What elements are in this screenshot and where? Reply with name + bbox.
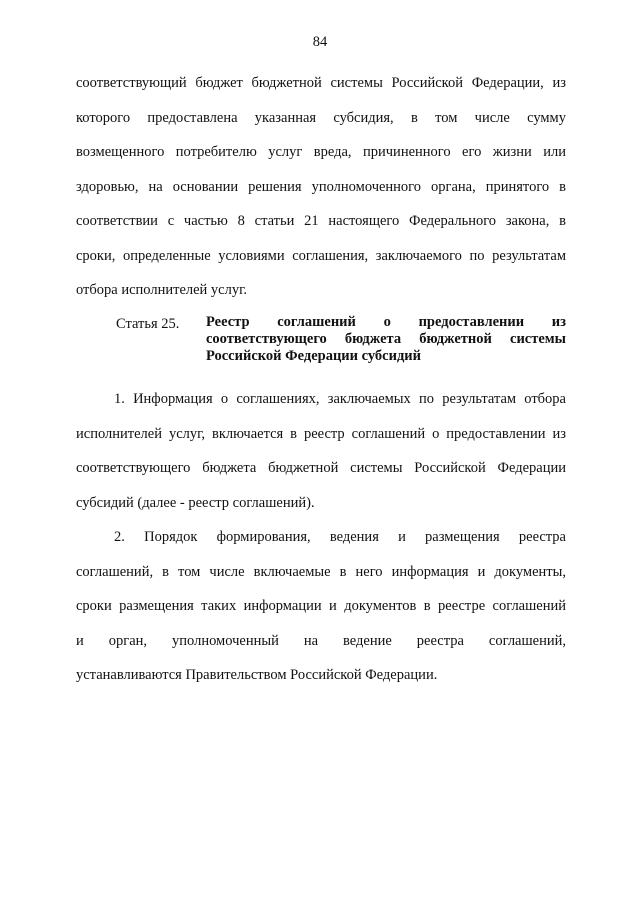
article-title-line: Реестр соглашений о предоставлении из <box>206 314 566 330</box>
paragraph-1 <box>76 382 566 520</box>
text-line: 1. Информация о соглашениях, заключаемых по результатам отбора <box>114 391 566 407</box>
text-line: соглашений, в том числе включаемые в него информация и документы, <box>76 563 566 580</box>
text-line: исполнителей услуг, включается в реестр соглашений о предоставлении из <box>76 425 566 442</box>
text-line: и орган, уполномоченный на ведение реестра соглашений, <box>76 632 566 649</box>
text-line: которого предоставлена указанная субсидия, в том числе сумму <box>76 109 566 126</box>
article-title <box>206 314 566 365</box>
text-line: соответствии с частью 8 статьи 21 настоящего Федерального закона, в <box>76 213 566 229</box>
text-line: здоровью, на основании решения уполномоченного органа, принятого в <box>76 178 566 195</box>
text-line: сроки размещения таких информации и документов в реестре соглашений <box>76 598 566 614</box>
text-line: 2. Порядок формирования, ведения и размещения реестра <box>114 529 566 545</box>
paragraph-2 <box>76 520 566 693</box>
text-line: возмещенного потребителю услуг вреда, причиненного его жизни или <box>76 144 566 160</box>
page-number: 84 <box>312 34 328 50</box>
article-title-line: соответствующего бюджета бюджетной системы <box>206 331 566 347</box>
text-line: отбора исполнителей услуг. <box>76 282 248 298</box>
text-line: соответствующий бюджет бюджетной системы Российской Федерации, из <box>76 75 566 91</box>
text-line: устанавливаются Правительством Российской Федерации. <box>76 667 438 683</box>
article-title-line: Российской Федерации субсидий <box>206 348 422 364</box>
paragraph-continued <box>76 66 566 308</box>
article-label: Статья 25. <box>116 316 180 332</box>
text-line: субсидий (далее - реестр соглашений). <box>76 494 315 511</box>
text-line: сроки, определенные условиями соглашения, заключаемого по результатам <box>76 247 566 264</box>
text-line: соответствующего бюджета бюджетной системы Российской Федерации <box>76 460 566 476</box>
